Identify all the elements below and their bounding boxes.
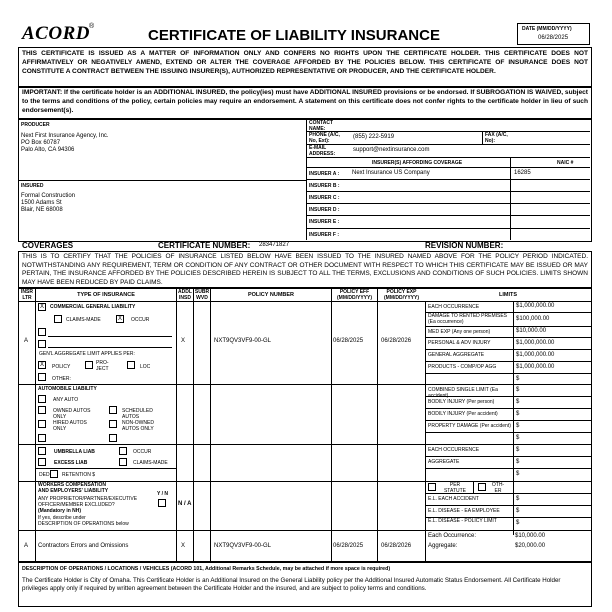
policy-label: POLICY [52, 364, 71, 370]
insured-label: INSURED [21, 183, 44, 189]
umbrella-claims-made-label: CLAIMS-MADE [133, 460, 168, 466]
loc-checkbox[interactable] [127, 361, 135, 369]
hired-autos-checkbox[interactable] [38, 420, 46, 428]
limit-value[interactable]: $ [516, 446, 520, 453]
date-value[interactable]: 06/28/2025 [538, 35, 569, 41]
gl-extra-checkbox-1[interactable] [38, 328, 46, 336]
auto-title: AUTOMOBILE LIABILITY [38, 386, 97, 392]
non-owned-autos-label: NON-OWNED AUTOS ONLY [122, 420, 154, 432]
umbrella-occur-label: OCCUR [133, 449, 152, 455]
producer-line2: PO Box 60787 [21, 140, 61, 146]
project-checkbox[interactable] [85, 361, 93, 369]
description-box [18, 561, 592, 607]
email-label: E-MAIL ADDRESS: [309, 145, 336, 157]
insurer-label: INSURER C : [309, 195, 340, 201]
insured-line1: Formal Construction [21, 193, 76, 199]
description-text: The Certificate Holder is City of Omaha. This Certificate Holder is an Additional Insured on the General Liability policy per the Additional Insured Automatic Status Endorsement. All Certificate Holder privileges apply only if required by written agreement between the Certificate Holder and the insured, and are subject to policy terms and conditions. [22, 577, 561, 592]
insured-line3: Blair, NE 68008 [21, 207, 63, 213]
contractors-type: Contractors Errors and Omissions [38, 543, 129, 549]
loc-label: LOC [140, 364, 151, 370]
per-statute-checkbox[interactable] [428, 483, 436, 491]
limit-label: COMBINED SINGLE LIMIT (Ea accident) [428, 387, 498, 399]
occur-label: OCCUR [131, 317, 150, 323]
umbrella-checkbox[interactable] [38, 447, 46, 455]
acord-logo [22, 23, 98, 45]
limit-value[interactable]: $ [516, 398, 520, 405]
contractors-addl: X [181, 543, 186, 549]
notice-box [18, 47, 592, 88]
insurers-header: INSURER(S) AFFORDING COVERAGE [372, 160, 463, 166]
notice-text: THIS CERTIFICATE IS ISSUED AS A MATTER OF INFORMATION ONLY AND CONFERS NO RIGHTS UPON THE CERTIFICATE HOLDER. THIS CERTIFICATE DOES NOT AFFIRMATIVELY OR NEGATIVELY AMEND, EXTEND OR ALTER THE COVERAGE AFFORDED BY THE POLICIES BELOW. THIS CERTIFICATE OF INSURANCE DOES NOT CONSTITUTE A CONTRACT BETWEEN THE ISSUING INSURER(S), AUTHORIZED REPRESENTATIVE OR PRODUCER, AND THE CERTIFICATE HOLDER. [22, 50, 588, 75]
limit-value[interactable]: $1,000,000.00 [516, 303, 555, 309]
contractors-limit1-label: Each Occurrence: [428, 533, 477, 539]
workers-q4: If yes, describe under [38, 515, 86, 521]
th-subr-wvd: SUBR WVD [194, 289, 210, 301]
limit-label: E.L. EACH ACCIDENT [428, 496, 479, 502]
producer-line3: Palo Alto, CA 94306 [21, 147, 75, 153]
th-addl-insd: ADDL INSD [178, 289, 192, 301]
limit-label: BODILY INJURY (Per person) [428, 399, 495, 405]
workers-q5: DESCRIPTION OF OPERATIONS below [38, 521, 129, 527]
limit-value[interactable]: $1,000,000.00 [516, 363, 555, 370]
oth-er-label: OTH- ER [491, 482, 505, 494]
th-type: TYPE OF INSURANCE [77, 292, 135, 298]
th-policy-number: POLICY NUMBER [247, 292, 295, 298]
contractors-limit1-value[interactable]: $10,000.00 [515, 533, 546, 539]
claims-made-checkbox[interactable] [54, 315, 62, 323]
excluded-checkbox[interactable] [158, 499, 166, 507]
occur-checkbox[interactable]: X [117, 316, 122, 322]
th-insr-ltr: INSR LTR [21, 289, 33, 301]
gl-aggregate-label: GEN'L AGGREGATE LIMIT APPLIES PER: [39, 351, 135, 357]
excess-label: EXCESS LIAB [54, 460, 88, 466]
limit-value[interactable]: $ [516, 507, 520, 514]
limit-value[interactable]: $ [516, 495, 520, 502]
registered-mark-icon: ® [89, 23, 95, 30]
contractors-limit2-label: Aggregate: [428, 543, 458, 549]
description-label: DESCRIPTION OF OPERATIONS / LOCATIONS / VEHICLES (ACORD 101, Additional Remarks Schedule, may be attached if more space is required) [22, 566, 391, 572]
limit-value[interactable]: $ [516, 520, 520, 526]
limit-value[interactable]: $ [516, 375, 520, 382]
contractors-ltr: A [24, 543, 29, 549]
gl-checkbox[interactable]: X [39, 304, 44, 310]
limit-label: DAMAGE TO RENTED PREMISES (Ea occurrence) [428, 313, 507, 325]
date-label: DATE (MM/DD/YYYY) [522, 26, 572, 32]
workers-q1: ANY PROPRIETOR/PARTNER/EXECUTIVE [38, 496, 138, 502]
contractors-policy-number[interactable]: NXT9QV3VF9-00-GL [214, 543, 272, 549]
scheduled-autos-label: SCHEDULED AUTOS [122, 408, 153, 420]
limit-label: AGGREGATE [428, 459, 460, 465]
coverage-statement: THIS IS TO CERTIFY THAT THE POLICIES OF INSURANCE LISTED BELOW HAVE BEEN ISSUED TO THE INSURED NAMED ABOVE FOR THE POLICY PERIOD INDICATED. NOTWITHSTANDING ANY REQUIREMENT, TERM OR CONDITION OF ANY CONTRACT OR OTHER DOCUMENT WITH RESPECT TO WHICH THIS CERTIFICATE MAY BE ISSUED OR MAY PERTAIN, THE INSURANCE AFFORDED BY THE POLICIES DESCRIBED HEREIN IS SUBJECT TO ALL THE TERMS, EXCLUSIONS AND CONDITIONS OF SUCH POLICIES. LIMITS SHOWN MAY HAVE BEEN REDUCED BY PAID CLAIMS. [22, 253, 588, 286]
producer-label: PRODUCER [21, 122, 50, 128]
other-checkbox[interactable] [38, 373, 46, 381]
limit-value[interactable]: $ [516, 422, 520, 429]
limit-value[interactable]: $1,000,000.00 [516, 339, 555, 346]
gl-policy-eff[interactable]: 06/28/2025 [333, 338, 364, 344]
other-er-checkbox[interactable] [478, 483, 486, 491]
insurer-label: INSURER D : [309, 207, 340, 213]
gl-extra-checkbox-2[interactable] [38, 340, 46, 348]
limit-label: BODILY INJURY (Per accident) [428, 411, 498, 417]
gl-policy-number[interactable]: NXT9QV3VF9-00-GL [214, 338, 272, 344]
workers-q3: (Mandatory in NH) [38, 508, 82, 514]
acord-logo-text: ACORD [22, 23, 90, 44]
umbrella-occur-checkbox[interactable] [119, 447, 127, 455]
workers-na: N / A [178, 501, 192, 507]
th-policy-exp: POLICY EXP (MM/DD/YYYY) [384, 289, 419, 301]
insurer-label: INSURER E : [309, 219, 340, 225]
limit-value[interactable]: $10,000.00 [516, 328, 547, 334]
limit-value[interactable]: $ [516, 458, 520, 465]
limit-label: GENERAL AGGREGATE [428, 352, 485, 358]
other-label: OTHER: [52, 376, 71, 382]
limit-label: PRODUCTS - COMP/OP AGG [428, 364, 497, 370]
owned-autos-label: OWNED AUTOS ONLY [53, 408, 91, 420]
ded-checkbox[interactable] [50, 470, 58, 478]
retention-label: RETENTION $ [62, 472, 96, 478]
phone-value[interactable]: (855) 222-5919 [353, 134, 395, 140]
insured-line2: 1500 Adams St [21, 200, 62, 206]
coverages-label: COVERAGES [22, 241, 74, 250]
limit-label: EACH OCCURRENCE [428, 447, 480, 453]
workers-title1: WORKERS COMPENSATION [38, 482, 106, 488]
insurer-name[interactable]: Next Insurance US Company [352, 170, 430, 176]
owned-autos-checkbox[interactable] [38, 406, 46, 414]
excess-checkbox[interactable] [38, 458, 46, 466]
scheduled-autos-checkbox[interactable] [109, 406, 117, 414]
workers-q2: OFFICER/MEMBER EXCLUDED? [38, 502, 115, 508]
th-policy-eff: POLICY EFF (MM/DD/YYYY) [337, 289, 372, 301]
coverage-statement-box [18, 251, 592, 289]
workers-title2: AND EMPLOYERS' LIABILITY [38, 488, 109, 494]
gl-title: COMMERCIAL GENERAL LIABILITY [50, 304, 136, 310]
limit-label: PROPERTY DAMAGE (Per accident) [428, 423, 511, 429]
important-text: IMPORTANT: If the certificate holder is an ADDITIONAL INSURED, the policy(ies) must have ADDITIONAL INSURED provisions or be endorsed. If SUBROGATION IS WAIVED, subject to the terms and conditions of the policy, certain policies may require an endorsement. A statement on this certificate does not confer rights to the certificate holder in lieu of such endorsement(s). [22, 89, 588, 114]
contractors-exp[interactable]: 06/28/2026 [381, 543, 412, 549]
email-value[interactable]: support@nextinsurance.com [353, 147, 430, 153]
date-box [517, 23, 590, 45]
limit-label: E.L. DISEASE - EA EMPLOYEE [428, 508, 500, 514]
certificate-number-value[interactable]: 283471827 [259, 242, 290, 248]
limit-value[interactable]: $ [516, 471, 520, 477]
non-owned-autos-checkbox[interactable] [109, 420, 117, 428]
limit-value[interactable]: $ [516, 386, 520, 393]
certificate-number-label: CERTIFICATE NUMBER: [158, 241, 251, 250]
insurer-label: INSURER F : [309, 232, 339, 238]
limit-value[interactable]: $ [516, 410, 520, 417]
fax-label: FAX (A/C, No): [485, 132, 508, 144]
phone-label: PHONE (A/C, No, Ext): [309, 132, 340, 144]
th-limits: LIMITS [498, 292, 518, 298]
limit-label: MED EXP (Any one person) [428, 329, 491, 335]
umbrella-label: UMBRELLA LIAB [54, 449, 95, 455]
insurer-naic[interactable]: 16285 [514, 170, 531, 176]
limit-label: PERSONAL & ADV INJURY [428, 340, 491, 346]
naic-label: NAIC # [557, 160, 574, 166]
yn-label: Y / N [157, 491, 169, 497]
limit-value[interactable]: $100,000.00 [516, 315, 550, 322]
ded-label: DED [39, 472, 50, 478]
limit-label: EACH OCCURRENCE [428, 304, 480, 310]
limit-value[interactable]: $ [516, 434, 520, 441]
limit-value[interactable]: $1,000,000.00 [516, 351, 555, 358]
important-box [18, 86, 592, 119]
claims-made-label: CLAIMS-MADE [66, 317, 101, 323]
insurer-label: INSURER A : [309, 171, 340, 177]
contractors-limit2-value[interactable]: $20,000.00 [515, 543, 546, 549]
hired-autos-label: HIRED AUTOS ONLY [53, 420, 87, 432]
revision-number-label: REVISION NUMBER: [425, 241, 504, 250]
policy-checkbox[interactable]: X [39, 362, 44, 368]
gl-ltr: A [24, 338, 29, 344]
any-auto-label: ANY AUTO [53, 397, 79, 403]
per-statute-label: PER STATUTE [443, 482, 467, 494]
gl-policy-exp[interactable]: 06/28/2026 [381, 338, 412, 344]
gl-addl-insd: X [181, 338, 186, 344]
insurer-label: INSURER B : [309, 183, 340, 189]
producer-line1: Next First Insurance Agency, Inc. [21, 133, 109, 139]
auto-extra-checkbox-1[interactable] [38, 434, 46, 442]
contact-name-label: CONTACT NAME: [309, 120, 334, 132]
any-auto-checkbox[interactable] [38, 395, 46, 403]
project-label: PRO- JECT [96, 360, 109, 372]
umbrella-claims-made-checkbox[interactable] [119, 458, 127, 466]
limit-label: E.L. DISEASE - POLICY LIMIT [428, 518, 497, 524]
auto-extra-checkbox-2[interactable] [109, 434, 117, 442]
page-title: CERTIFICATE OF LIABILITY INSURANCE [148, 27, 440, 44]
contractors-eff[interactable]: 06/28/2025 [333, 543, 364, 549]
